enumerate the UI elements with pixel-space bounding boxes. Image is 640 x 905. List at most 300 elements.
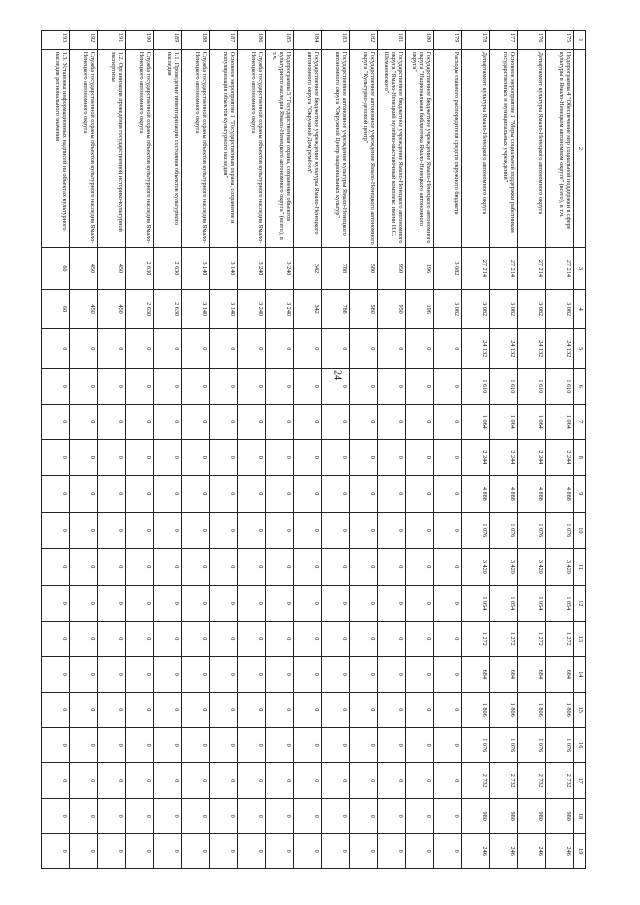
value-cell: 0 [98,798,126,833]
row-number-cell: 187 [210,31,238,50]
table-row [294,31,322,869]
value-cell: 0 [210,513,238,548]
row-name-cell: Государственное автономное учреждение Ямало-Ненецкого автономного округа "Культурно-деловой центр" [350,49,378,247]
value-cell: 0 [266,404,294,439]
value-cell: 0 [378,548,406,586]
table-row [462,31,490,869]
row-number-cell: 177 [490,31,518,50]
value-cell: 0 [266,692,294,727]
value-cell: 0 [154,798,182,833]
value-cell: 684 [462,657,490,692]
value-cell: 0 [42,657,70,692]
value-cell: 684 [490,657,518,692]
value-cell: 0 [238,692,266,727]
value-cell: 0 [70,513,98,548]
value-cell: 0 [266,440,294,475]
value-cell: 0 [126,763,154,798]
value-cell: 24 132 [546,329,574,369]
value-cell: 0 [434,834,462,869]
value-cell: 0 [210,475,238,513]
value-cell: 0 [434,475,462,513]
column-number-header: 6 [574,369,586,404]
column-number-header: 5 [574,329,586,369]
value-cell: 0 [154,440,182,475]
value-cell: 0 [378,727,406,762]
value-cell: 0 [210,369,238,404]
value-cell: 24 132 [462,329,490,369]
value-cell: 0 [294,621,322,656]
value-cell: 246 [518,834,546,869]
value-cell: 0 [182,763,210,798]
value-cell: 1 054 [490,586,518,621]
row-name-cell: Служба государственной охраны объектов культурного наследия Ямало-Ненецкого автономного округа [70,49,98,247]
row-number-cell: 191 [98,31,126,50]
value-cell: 950 [378,248,406,290]
value-cell: 0 [126,548,154,586]
value-cell: 0 [210,834,238,869]
value-cell: 0 [238,727,266,762]
value-cell: 1 076 [546,727,574,762]
value-cell: 246 [546,834,574,869]
value-cell: 0 [210,404,238,439]
value-cell: 0 [238,586,266,621]
value-cell: 0 [378,475,406,513]
value-cell: 0 [406,586,434,621]
row-number-cell: 192 [70,31,98,50]
value-cell: 0 [294,692,322,727]
value-cell: 0 [350,513,378,548]
value-cell: 0 [210,692,238,727]
value-cell: 0 [434,727,462,762]
value-cell: 60 [42,248,70,290]
value-cell: 0 [378,513,406,548]
page-number: 24 [331,370,343,380]
value-cell: 0 [266,657,294,692]
value-cell: 3 082 [434,248,462,290]
value-cell: 0 [434,404,462,439]
value-cell: 0 [42,834,70,869]
value-cell: 0 [154,586,182,621]
value-cell: 0 [350,475,378,513]
value-cell: 0 [434,548,462,586]
value-cell: 2 732 [462,763,490,798]
row-name-cell: Служба государственной охраны объектов культурного наследия Ямало-Ненецкого автономного округа [238,49,266,247]
value-cell: 0 [182,621,210,656]
value-cell: 0 [294,586,322,621]
value-cell: 0 [98,692,126,727]
value-cell: 3 140 [182,289,210,329]
value-cell: 1 064 [518,404,546,439]
table-row [42,31,70,869]
row-number-cell: 190 [126,31,154,50]
value-cell: 0 [294,440,322,475]
value-cell: 0 [182,329,210,369]
value-cell: 1 076 [490,727,518,762]
value-cell: 1 054 [518,586,546,621]
value-cell: 1 076 [462,513,490,548]
column-number-header: 14 [574,657,586,692]
rotated-page [53,30,586,869]
value-cell: 1 610 [490,369,518,404]
value-cell: 0 [42,513,70,548]
value-cell: 0 [322,798,350,833]
value-cell: 0 [98,657,126,692]
value-cell: 0 [406,763,434,798]
value-cell: 2 244 [462,440,490,475]
value-cell: 0 [406,440,434,475]
value-cell: 0 [378,657,406,692]
value-cell: 0 [322,548,350,586]
table-row [126,31,154,869]
row-number-cell: 185 [266,31,294,50]
value-cell: 0 [434,657,462,692]
table-row [378,31,406,869]
value-cell: 0 [70,440,98,475]
row-name-cell: Подпрограмма 4 "Обеспечение мер социальной поддержки в сфере культуры в Ямало-Ненецком автономном округе" (всего), в т.ч. [546,49,574,247]
value-cell: 0 [406,329,434,369]
table-row [350,31,378,869]
value-cell: 0 [350,692,378,727]
row-name-cell: 1.2. Организация проведения государственной историко-культурной экспертизы [98,49,126,247]
value-cell: 980 [462,798,490,833]
value-cell: 0 [126,404,154,439]
value-cell: 0 [266,586,294,621]
value-cell: 1 054 [546,586,574,621]
row-name-cell: Государственное бюджетное учреждение культуры Ямало-Ненецкого автономного округа "Окружной Дом ремёсел" [294,49,322,247]
value-cell: 2 244 [490,440,518,475]
value-cell: 0 [154,404,182,439]
column-number-header: 1 [574,31,586,50]
value-cell: 60 [42,289,70,329]
value-cell: 196 [406,248,434,290]
value-cell: 0 [434,763,462,798]
value-cell: 0 [210,440,238,475]
value-cell: 0 [70,798,98,833]
value-cell: 0 [406,834,434,869]
value-cell: 1 064 [490,404,518,439]
row-name-cell: 1.1. Проведение инвентаризации состояния объектов культурного наследия [154,49,182,247]
value-cell: 0 [322,727,350,762]
value-cell: 2 630 [154,248,182,290]
value-cell: 0 [266,369,294,404]
value-cell: 0 [350,657,378,692]
value-cell: 450 [98,289,126,329]
value-cell: 0 [350,548,378,586]
value-cell: 0 [182,440,210,475]
value-cell: 27 214 [462,248,490,290]
value-cell: 1 272 [462,621,490,656]
row-name-cell: Подпрограмма 5 "Государственная охрана, сохранение объектов культурного наследия Ямало-Ненецкого автономного округа" (всего), в т.ч. [266,49,294,247]
value-cell: 0 [294,657,322,692]
value-cell: 0 [294,369,322,404]
value-cell: 0 [294,798,322,833]
value-cell: 246 [462,834,490,869]
value-cell: 450 [70,289,98,329]
value-cell: 0 [406,548,434,586]
value-cell: 0 [322,657,350,692]
row-number-cell: 176 [518,31,546,50]
value-cell: 0 [378,404,406,439]
column-number-header: 3 [574,248,586,290]
value-cell: 0 [126,798,154,833]
value-cell: 0 [266,834,294,869]
value-cell: 3 140 [182,248,210,290]
column-number-header: 7 [574,404,586,439]
value-cell: 0 [406,513,434,548]
value-cell: 0 [210,657,238,692]
value-cell: 0 [182,657,210,692]
value-cell: 980 [546,798,574,833]
value-cell: 450 [98,248,126,290]
value-cell: 27 214 [518,248,546,290]
value-cell: 0 [406,727,434,762]
value-cell: 342 [294,289,322,329]
column-number-header: 9 [574,475,586,513]
value-cell: 0 [434,329,462,369]
value-cell: 0 [322,404,350,439]
value-cell: 1 610 [518,369,546,404]
row-number-cell: 180 [406,31,434,50]
table-row [210,31,238,869]
row-number-cell: 184 [294,31,322,50]
value-cell: 0 [70,657,98,692]
value-cell: 0 [238,763,266,798]
value-cell: 0 [70,586,98,621]
value-cell: 0 [434,586,462,621]
value-cell: 0 [266,329,294,369]
value-cell: 0 [70,621,98,656]
value-cell: 580 [350,248,378,290]
table-row [70,31,98,869]
value-cell: 0 [378,834,406,869]
value-cell: 0 [98,763,126,798]
row-name-cell: 1.3. Установка информационных надписей на объектах культурного наследия регионального значения [42,49,70,247]
value-cell: 1 272 [490,621,518,656]
table-row [546,31,574,869]
column-number-header: 16 [574,727,586,762]
value-cell: 3 420 [518,548,546,586]
row-number-cell: 178 [462,31,490,50]
value-cell: 2 630 [126,289,154,329]
value-cell: 0 [406,621,434,656]
value-cell: 0 [126,692,154,727]
value-cell: 0 [154,513,182,548]
value-cell: 0 [378,763,406,798]
value-cell: 1 610 [546,369,574,404]
value-cell: 0 [434,440,462,475]
value-cell: 0 [322,834,350,869]
rotated-table-frame [53,30,586,869]
value-cell: 0 [210,329,238,369]
row-number-cell: 183 [322,31,350,50]
value-cell: 3 082 [518,289,546,329]
value-cell: 0 [406,404,434,439]
value-cell: 684 [546,657,574,692]
value-cell: 1 064 [546,404,574,439]
value-cell: 684 [518,657,546,692]
value-cell: 0 [126,621,154,656]
value-cell: 580 [350,289,378,329]
value-cell: 0 [266,548,294,586]
value-cell: 0 [322,513,350,548]
value-cell: 0 [182,692,210,727]
column-number-header: 19 [574,834,586,869]
value-cell: 0 [322,369,350,404]
value-cell: 0 [322,475,350,513]
row-name-cell: Департамент культуры Ямало-Ненецкого автономного округа [462,49,490,247]
value-cell: 0 [70,692,98,727]
value-cell: 0 [154,692,182,727]
value-cell: 4 888 [546,475,574,513]
value-cell: 3 082 [490,289,518,329]
value-cell: 3 082 [434,289,462,329]
value-cell: 0 [350,329,378,369]
value-cell: 1 610 [462,369,490,404]
value-cell: 0 [42,440,70,475]
value-cell: 2 732 [546,763,574,798]
value-cell: 1 054 [462,586,490,621]
value-cell: 3 082 [546,289,574,329]
value-cell: 0 [182,586,210,621]
value-cell: 27 214 [490,248,518,290]
table-row [266,31,294,869]
value-cell: 0 [350,369,378,404]
value-cell: 788 [322,248,350,290]
value-cell: 2 732 [518,763,546,798]
value-cell: 0 [126,329,154,369]
value-cell: 0 [378,621,406,656]
value-cell: 0 [322,763,350,798]
value-cell: 0 [126,834,154,869]
value-cell: 0 [238,329,266,369]
value-cell: 1 272 [546,621,574,656]
value-cell: 980 [518,798,546,833]
value-cell: 0 [98,834,126,869]
value-cell: 196 [406,289,434,329]
value-cell: 0 [182,548,210,586]
value-cell: 1 076 [462,727,490,762]
value-cell: 0 [182,798,210,833]
value-cell: 0 [42,763,70,798]
value-cell: 0 [378,329,406,369]
row-name-cell: Государственное бюджетное учреждение Ямало-Ненецкого автономного округа "Национальная библиотека Ямало-Ненецкого автономного округа" [406,49,434,247]
table-row [490,31,518,869]
value-cell: 0 [126,513,154,548]
value-cell: 0 [294,475,322,513]
value-cell: 1 076 [490,513,518,548]
value-cell: 3 140 [210,289,238,329]
value-cell: 0 [210,586,238,621]
column-number-header: 15 [574,692,586,727]
value-cell: 0 [42,621,70,656]
value-cell: 0 [154,834,182,869]
row-number-cell: 182 [350,31,378,50]
value-cell: 0 [126,727,154,762]
value-cell: 0 [378,586,406,621]
value-cell: 0 [434,798,462,833]
value-cell: 0 [210,548,238,586]
value-cell: 0 [182,513,210,548]
value-cell: 0 [182,727,210,762]
row-number-cell: 188 [182,31,210,50]
value-cell: 0 [238,548,266,586]
value-cell: 0 [238,834,266,869]
value-cell: 4 888 [462,475,490,513]
row-number-cell: 181 [378,31,406,50]
value-cell: 0 [350,404,378,439]
value-cell: 0 [266,763,294,798]
value-cell: 0 [406,369,434,404]
column-number-header: 10 [574,513,586,548]
value-cell: 0 [378,798,406,833]
value-cell: 0 [350,798,378,833]
column-number-header: 4 [574,289,586,329]
value-cell: 0 [70,369,98,404]
value-cell: 3 240 [238,289,266,329]
value-cell: 246 [490,834,518,869]
value-cell: 0 [182,475,210,513]
value-cell: 0 [42,692,70,727]
value-cell: 0 [70,329,98,369]
value-cell: 1 064 [462,404,490,439]
table-row [322,31,350,869]
value-cell: 0 [350,834,378,869]
value-cell: 0 [98,440,126,475]
value-cell: 0 [154,657,182,692]
value-cell: 0 [98,475,126,513]
table-row [434,31,462,869]
value-cell: 0 [210,798,238,833]
value-cell: 0 [238,513,266,548]
value-cell: 0 [266,513,294,548]
value-cell: 0 [238,798,266,833]
value-cell: 0 [406,475,434,513]
value-cell: 0 [182,404,210,439]
column-number-header: 8 [574,440,586,475]
value-cell: 0 [266,475,294,513]
value-cell: 0 [154,621,182,656]
value-cell: 0 [406,692,434,727]
value-cell: 0 [322,329,350,369]
column-number-header: 18 [574,798,586,833]
row-name-cell: Основное мероприятие 1 "Меры социальной поддержки работникам государственных и муниципальных учреждений" [490,49,518,247]
value-cell: 24 132 [490,329,518,369]
value-cell: 1 806 [490,692,518,727]
value-cell: 0 [98,513,126,548]
column-number-header: 13 [574,621,586,656]
value-cell: 980 [490,798,518,833]
value-cell: 0 [378,440,406,475]
value-cell: 0 [350,440,378,475]
value-cell: 0 [42,727,70,762]
value-cell: 0 [350,727,378,762]
value-cell: 0 [126,586,154,621]
value-cell: 2 732 [490,763,518,798]
value-cell: 788 [322,289,350,329]
value-cell: 27 214 [546,248,574,290]
value-cell: 0 [42,329,70,369]
value-cell: 4 888 [490,475,518,513]
table-row [238,31,266,869]
column-number-header: 11 [574,548,586,586]
table-row [518,31,546,869]
value-cell: 0 [378,692,406,727]
value-cell: 0 [42,586,70,621]
value-cell: 0 [294,548,322,586]
row-name-cell: Государственное автономное учреждение культуры Ямало-Ненецкого автономного округа "Окружной Центр национальных культур" [322,49,350,247]
value-cell: 0 [42,548,70,586]
value-cell: 2 630 [154,289,182,329]
